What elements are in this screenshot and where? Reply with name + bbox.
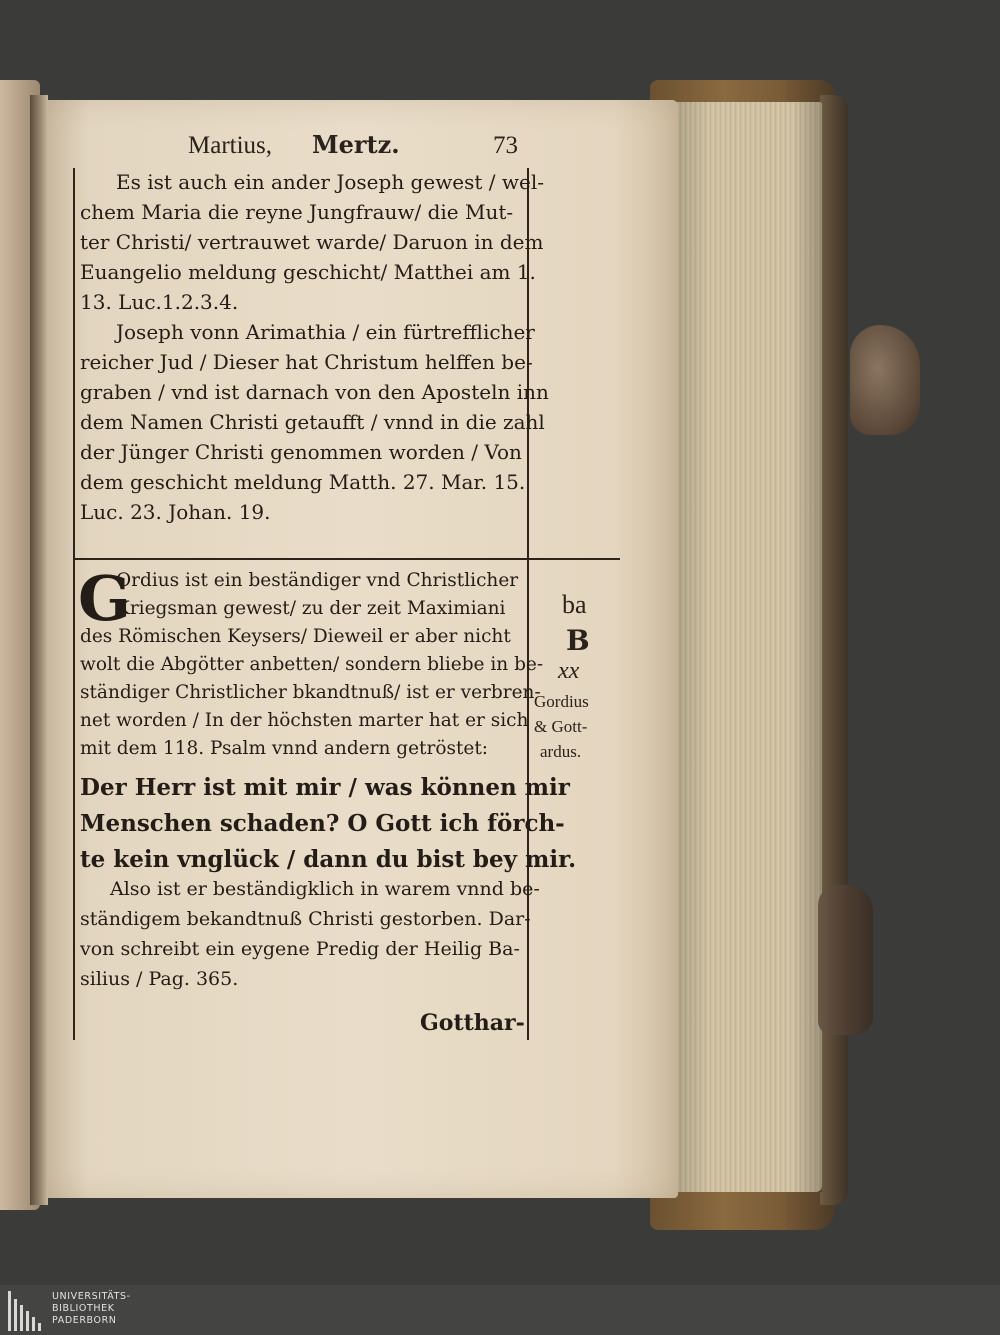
text-line: ständiger Christlicher bkandtnuß/ ist er verbren- [80, 682, 541, 703]
text-line: Euangelio meldung geschicht/ Matthei am 1. [80, 260, 536, 284]
text-line: graben / vnd ist darnach von den Aposteln inn [80, 380, 549, 404]
margin-note: Gordius [534, 692, 589, 711]
text-line: wolt die Abgötter anbetten/ sondern bliebe in be- [80, 654, 544, 675]
text-line: chem Maria die reyne Jungfrauw/ die Mut- [80, 200, 514, 224]
text-line: dem Namen Christi getaufft / vnnd in die zahl [80, 410, 545, 434]
library-name-line: UNIVERSITÄTS- [52, 1291, 131, 1302]
page-number: 73 [493, 132, 518, 159]
margin-note: ba [562, 590, 587, 619]
text-line: 13. Luc.1.2.3.4. [80, 290, 239, 314]
text-line: mit dem 118. Psalm vnnd andern getröstet: [80, 738, 489, 759]
text-line: Luc. 23. Johan. 19. [80, 500, 271, 524]
text-line: net worden / In der höchsten marter hat er sich [80, 710, 529, 731]
page-block-shade [672, 102, 822, 1192]
text-line: des Römischen Keysers/ Dieweil er aber nicht [80, 626, 511, 647]
separator-rule [73, 558, 620, 560]
margin-note: ardus. [540, 742, 582, 761]
margin-note: & Gott- [534, 717, 588, 736]
text-line: silius / Pag. 365. [80, 968, 239, 990]
header-german-title: Mertz. [312, 130, 400, 159]
library-name [52, 1291, 131, 1327]
text-line: Joseph vonn Arimathia / ein fürtrefflicher [116, 320, 535, 344]
left-frame-rule [73, 168, 75, 1040]
text-line: Kriegsman gewest/ zu der zeit Maximiani [116, 598, 506, 619]
emphasis-line: Menschen schaden? O Gott ich förch- [80, 810, 565, 837]
clasp-upper [850, 325, 920, 435]
margin-note: B [566, 624, 590, 657]
emphasis-line: Der Herr ist mit mir / was können mir [80, 774, 570, 801]
page-header [188, 130, 538, 170]
text-line: Es ist auch ein ander Joseph gewest / wel- [116, 170, 545, 194]
gutter [30, 95, 48, 1205]
emphasis-line: te kein vnglück / dann du bist bey mir. [80, 846, 577, 873]
text-line: Also ist er beständigklich in warem vnnd be- [110, 878, 540, 900]
library-footer [0, 1285, 1000, 1335]
catchword: Gotthar- [420, 1010, 525, 1036]
text-line: reicher Jud / Dieser hat Christum helffen be- [80, 350, 533, 374]
drop-initial: G [78, 562, 131, 635]
text-line: ter Christi/ vertrauwet warde/ Daruon in dem [80, 230, 544, 254]
library-logo-icon [8, 1291, 46, 1331]
library-name-line: BIBLIOTHEK [52, 1303, 115, 1314]
text-line: ständigem bekandtnuß Christi gestorben. Dar- [80, 908, 531, 930]
text-line: von schreibt ein eygene Predig der Heilig Ba- [80, 938, 520, 960]
text-line: dem geschicht meldung Matth. 27. Mar. 15. [80, 470, 526, 494]
margin-note: xx [558, 658, 580, 684]
header-title: Martius, [188, 132, 273, 159]
text-line: Ordius ist ein beständiger vnd Christlicher [116, 570, 519, 591]
cover-edge [820, 95, 848, 1205]
text-line: der Jünger Christi genommen worden / Von [80, 440, 522, 464]
clasp-lower [818, 885, 873, 1035]
library-name-line: PADERBORN [52, 1315, 117, 1326]
